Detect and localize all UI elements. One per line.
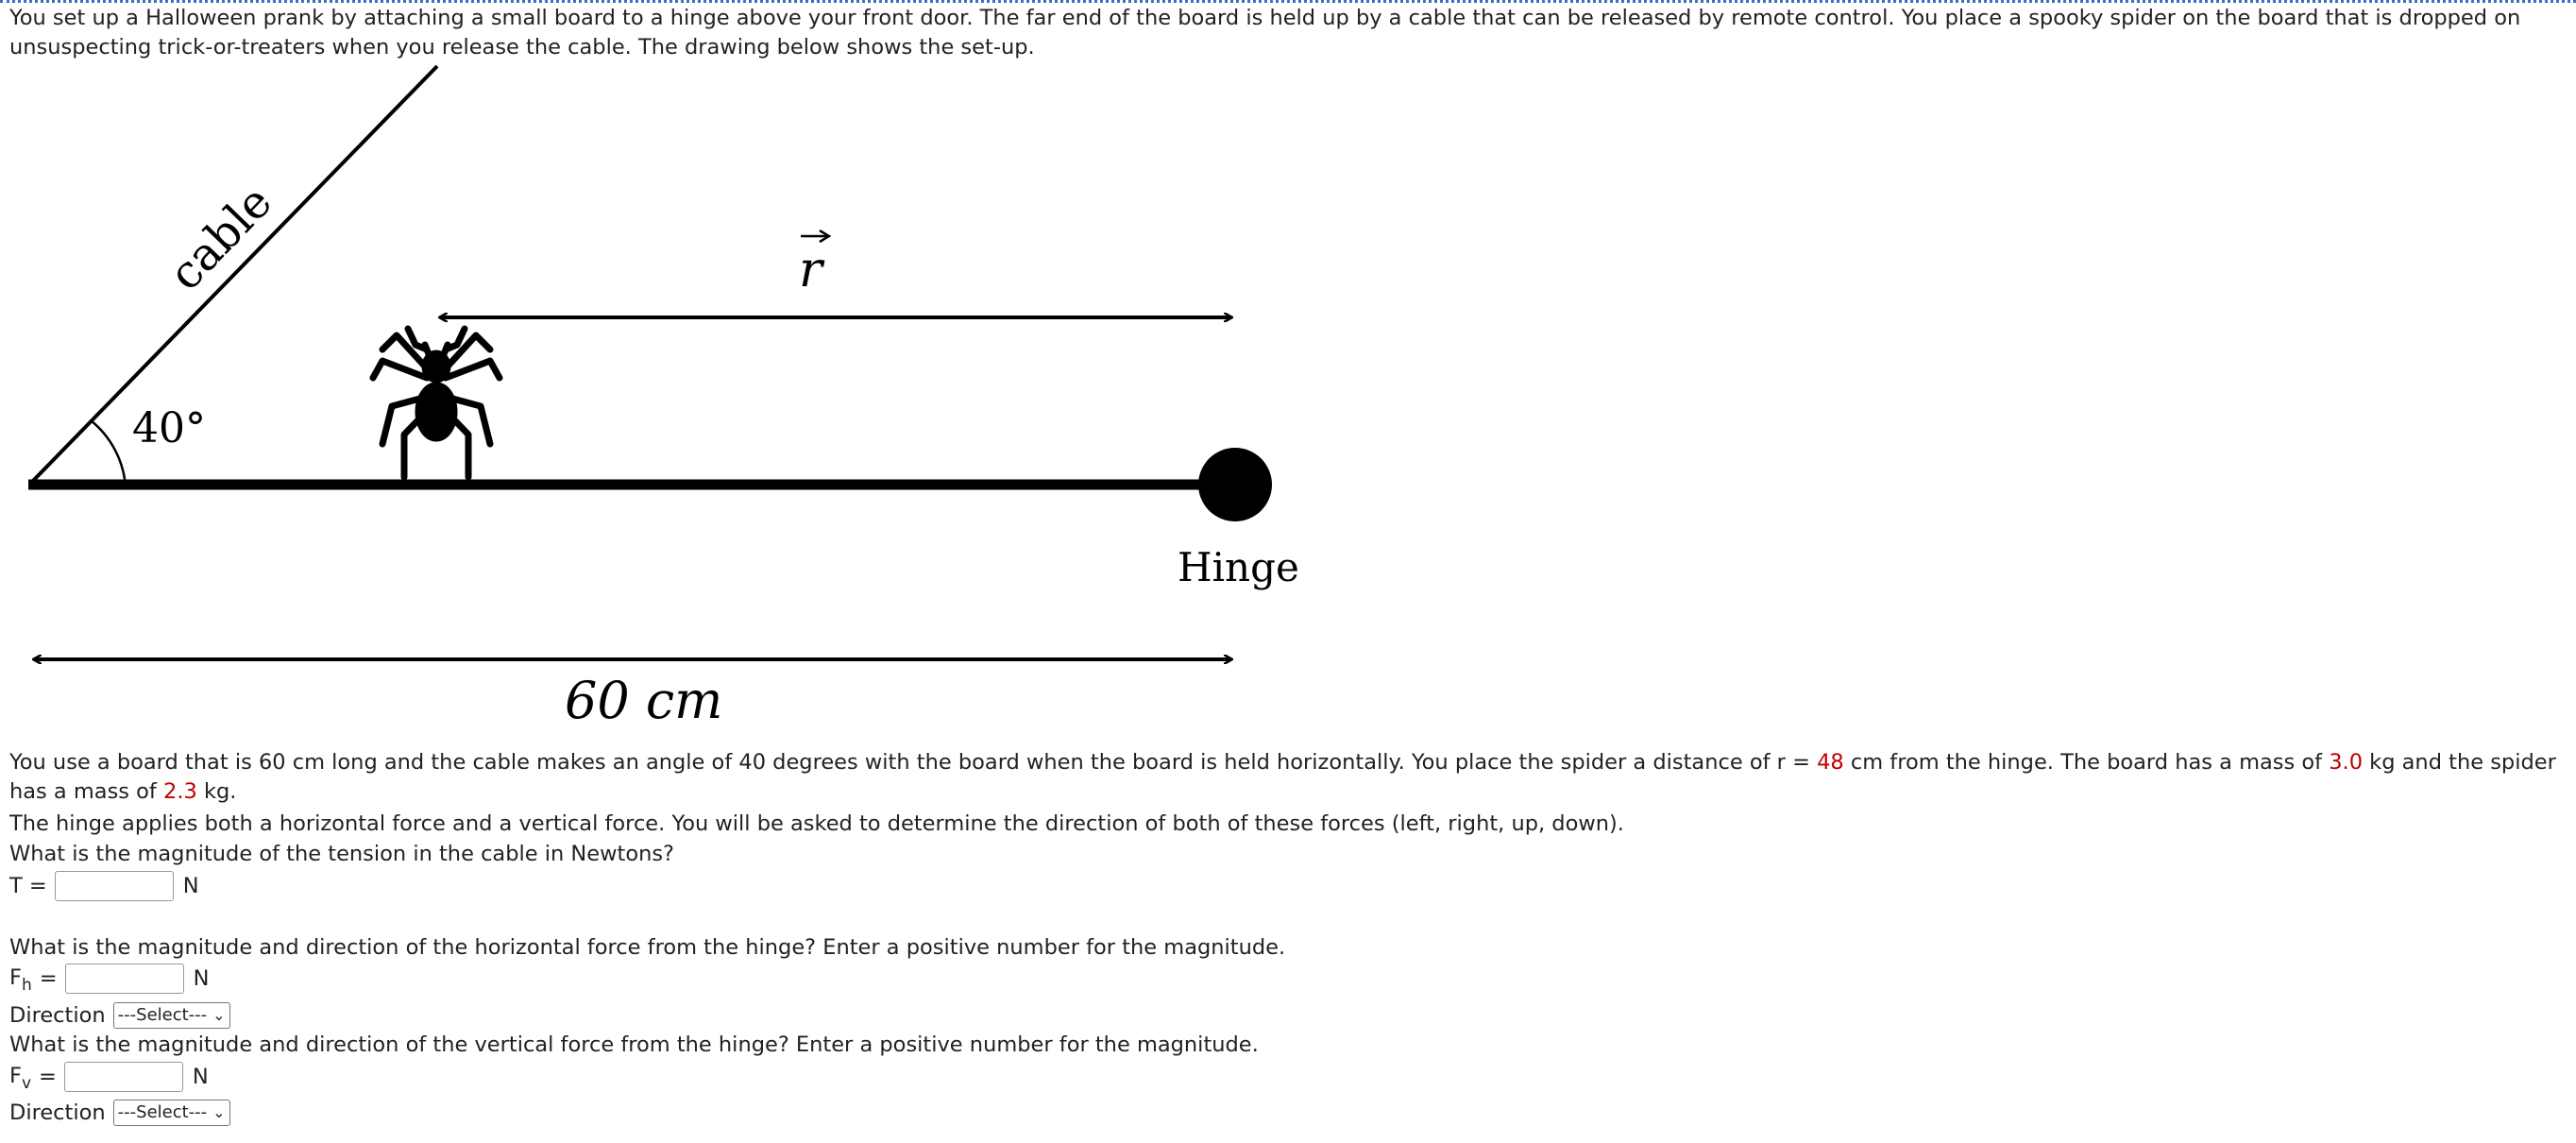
- horizontal-force-label: $F_h$: [9, 965, 32, 995]
- angle-label: 40°: [132, 404, 206, 452]
- horizontal-direction-label: Direction: [9, 1003, 106, 1028]
- tension-unit: N: [182, 874, 199, 898]
- horizontal-force-input[interactable]: [65, 964, 184, 994]
- length-label: 60 cm: [565, 671, 723, 730]
- vertical-force-question: What is the magnitude and direction of the vertical force from the hinge? Enter a positive number for the magnitude.: [9, 1032, 1259, 1057]
- hinge-forces-paragraph: The hinge applies both a horizontal force and a vertical force. You will be asked to determine the direction of both of these forces (left, right, up, down).: [9, 811, 1624, 836]
- chevron-down-icon: ⌄: [212, 1103, 226, 1121]
- problem-text-1: You use a board that is 60 cm long and the cable makes an angle of 40 degrees with the board when the board is held horizontally. You place the spider a distance of r =: [9, 750, 1818, 775]
- spider-icon: [373, 329, 500, 477]
- top-dotted-border: [0, 0, 2576, 3]
- problem-text-3: kg and the spider has a mass of: [9, 750, 2556, 804]
- setup-diagram: [0, 57, 1341, 737]
- hinge-label: Hinge: [1178, 544, 1299, 590]
- vertical-force-label: $F_v$: [9, 1064, 32, 1093]
- cable-label: cable: [159, 175, 282, 301]
- vertical-direction-row: [9, 1099, 230, 1127]
- horizontal-force-answer-row: [9, 964, 209, 994]
- angle-arc: [91, 420, 126, 486]
- horizontal-direction-selected: ---Select---: [117, 1005, 208, 1025]
- spider-mass-value: 2.3: [163, 779, 197, 804]
- vertical-force-equals: =: [39, 1065, 57, 1089]
- tension-label: T =: [9, 874, 47, 898]
- hinge-circle: [1198, 448, 1272, 521]
- r-vector-label: r: [799, 242, 822, 299]
- vertical-force-unit: N: [192, 1065, 209, 1089]
- r-value: 48: [1817, 750, 1844, 775]
- vertical-force-answer-row: [9, 1062, 209, 1092]
- horizontal-force-equals: =: [39, 966, 58, 991]
- board-mass-value: 3.0: [2329, 750, 2364, 775]
- tension-question: What is the magnitude of the tension in the cable in Newtons?: [9, 842, 675, 866]
- tension-input[interactable]: [55, 871, 174, 901]
- vertical-direction-label: Direction: [9, 1100, 106, 1125]
- intro-text: You set up a Halloween prank by attaching a small board to a hinge above your front door. The far end of the board is held up by a cable that can be released by remote control. You place a spooky spider on the board that is dropped on unsuspecting trick-or-treaters when you release the cable. The drawing below shows the set-up.: [9, 6, 2521, 60]
- vertical-force-input[interactable]: [64, 1062, 183, 1092]
- problem-text-2: cm from the hinge. The board has a mass of: [1843, 750, 2330, 775]
- chevron-down-icon: ⌄: [212, 1006, 226, 1024]
- problem-text-4: kg.: [196, 779, 237, 804]
- vertical-direction-select[interactable]: [113, 1100, 230, 1126]
- horizontal-direction-row: [9, 1001, 230, 1030]
- horizontal-force-question: What is the magnitude and direction of the horizontal force from the hinge? Enter a positive number for the magnitude.: [9, 935, 1286, 960]
- horizontal-direction-select[interactable]: [113, 1002, 230, 1029]
- tension-answer-row: [9, 871, 199, 901]
- problem-paragraph: [9, 748, 2559, 807]
- vertical-direction-selected: ---Select---: [117, 1102, 208, 1122]
- horizontal-force-unit: N: [193, 966, 210, 991]
